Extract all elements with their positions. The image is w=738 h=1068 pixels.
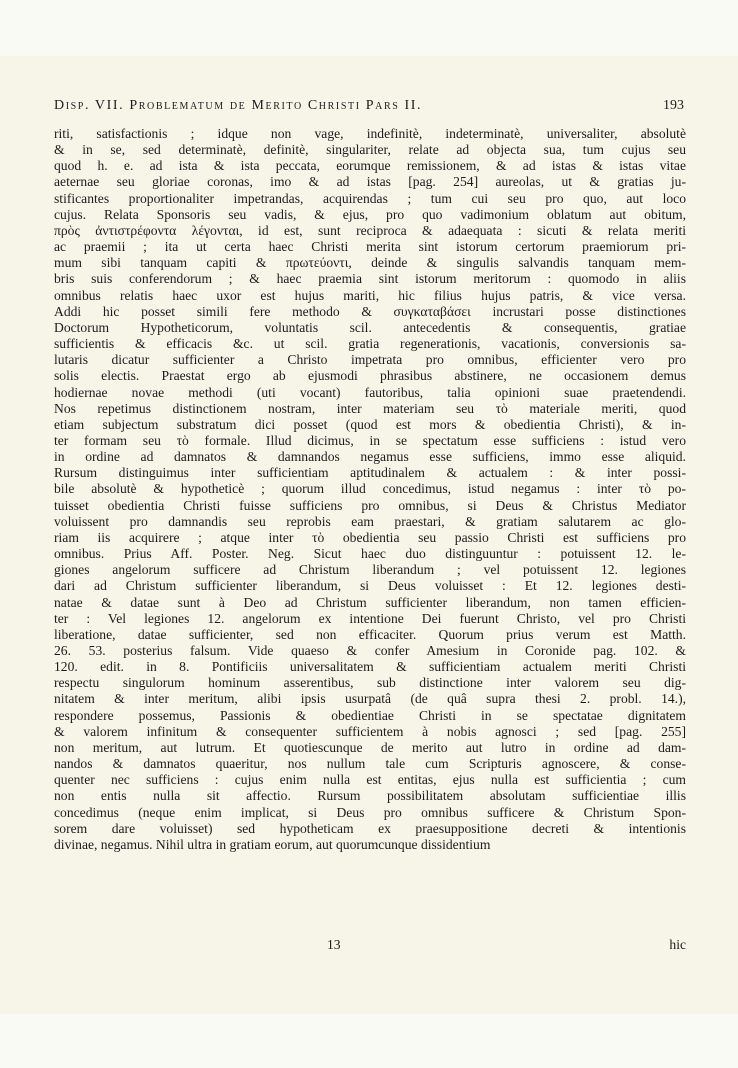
catchword: hic	[669, 937, 686, 952]
text-line: nandos & damnatos quaeritur, nos nullum tale cum Scripturis agnoscere, & conse-	[54, 756, 686, 772]
text-line: voluissent pro damnandis seu reprobis eam praestari, & gratiam salutarem ac glo-	[54, 513, 686, 529]
signature-mark: 13	[327, 937, 341, 952]
text-line: & valorem infinitum & consequenter sufficientem à nobis agnosci ; sed [pag. 255]	[54, 723, 686, 739]
text-line: concedimus (neque enim implicat, si Deus pro omnibus sufficere & Christum Spon-	[54, 804, 686, 820]
text-line: non meritum, aut lutrum. Et quotiescunque de merito aut lutro in ordine ad dam-	[54, 739, 686, 755]
text-line: etiam subjectum substratum dici posset (quod est mors & obedientia Christi), & in-	[54, 416, 686, 432]
text-line: riam iis acquirere ; atque inter τὸ obedientia seu passio Christi est sufficiens pro	[54, 529, 686, 545]
text-line: ter : Vel legiones 12. angelorum ex intentione Dei fuerunt Christo, vel pro Christi	[54, 610, 686, 626]
text-line: in ordine ad damnatos & damnandos negamus esse sufficiens, immo esse aliquid.	[54, 449, 686, 465]
text-line: & in se, sed determinatè, definitè, singulariter, relate ad objecta sua, tum cujus seu	[54, 142, 686, 158]
text-line: sufficientis & efficacis &c. ut scil. gratia regenerationis, vacationis, conversionis sa-	[54, 336, 686, 352]
page-number: 193	[663, 98, 684, 113]
text-line: Doctorum Hypotheticorum, voluntatis scil. antecedentis & consequentis, gratiae	[54, 319, 686, 335]
text-line: Rursum distinguimus inter sufficientiam aptitudinalem & actualem : & inter possi-	[54, 465, 686, 481]
text-line: bris suis conferendorum ; & haec praemia sint istorum meritorum : quomodo in aliis	[54, 271, 686, 287]
text-line: tuisset obedientia Christi fuisse sufficiens pro omnibus, si Deus & Christus Mediator	[54, 497, 686, 513]
text-line: giones angelorum sufficere ad Christum liberandum ; vel potuissent 12. legiones	[54, 562, 686, 578]
text-line: πρὸς ἀντιστρέφοντα λέγονται, id est, sunt reciproca & adaequata : sicuti & relata meriti	[54, 222, 686, 238]
body-text	[54, 126, 686, 853]
text-line: quod h. e. ad ista & ista peccata, eorumque remissionem, & ad istas & istas vitae	[54, 158, 686, 174]
text-line: ter formam seu τὸ formale. Illud dicimus, in se spectatum esse sufficiens : istud vero	[54, 432, 686, 448]
text-line: respectu singulorum hominum asserentibus, sub distinctione inter valorem seu dig-	[54, 675, 686, 691]
text-line: omnibus relatis haec uxor est hujus mariti, hic filius hujus patris, & vice versa.	[54, 287, 686, 303]
text-line: mum sibi tanquam capiti & πρωτεύοντι, deinde & singulis salvandis tanquam mem-	[54, 255, 686, 271]
text-line: stificantes proportionaliter impetrandas, acquirendas ; tum cui seu pro quo, aut loco	[54, 190, 686, 206]
text-line: 26. 53. posterius falsum. Vide quaeso & confer Amesium in Coronide pag. 102. &	[54, 643, 686, 658]
text-line: dari ad Christum sufficienter liberandum, si Deus voluisset : Et 12. legiones desti-	[54, 578, 686, 594]
text-line: Addi hic posset simili fere methodo & συγκαταβάσει incrustari posse distinctiones	[54, 303, 686, 319]
text-line: aeternae seu gloriae coronas, imo & ad istas [pag. 254] aureolas, ut & gratias ju-	[54, 174, 686, 190]
text-line: bile absolutè & hypotheticè ; quorum illud concedimus, istud negamus : inter τὸ po-	[54, 481, 686, 497]
text-line: omnibus. Prius Aff. Poster. Neg. Sicut haec duo distinguuntur : potuissent 12. le-	[54, 546, 686, 562]
text-line: quenter nec sufficiens : cujus enim nulla est entitas, ejus nulla est sufficientia ; cum	[54, 772, 686, 788]
text-line: riti, satisfactionis ; idque non vage, indefinitè, indeterminatè, universaliter, absolutè	[54, 126, 686, 141]
text-line: divinae, negamus. Nihil ultra in gratiam eorum, aut quorumcunque dissidentium	[54, 836, 491, 852]
text-line: nitatem & inter meritum, alibi ipsis usurpatâ (de quâ supra thesi 2. probl. 14.),	[54, 691, 686, 707]
text-line: hodiernae novae methodi (uti vocant) fautoribus, talia opinioni suae praetendendi.	[54, 384, 686, 400]
header-title: Disp. VII. Problematum de Merito Christi Pars II.	[54, 98, 423, 113]
text-line: non entis nulla sit affectio. Rursum possibilitatem absolutam sufficientiae illis	[54, 788, 686, 804]
text-line: sorem dare voluisset) sed hypotheticam ex praesuppositione decreti & intentionis	[54, 820, 686, 836]
text-line: lutaris dicatur sufficienter a Christo impetrata pro omnibus, efficienter vero pro	[54, 352, 686, 368]
text-line: natae & datae sunt à Deo ad Christum sufficienter liberandum, non tamen efficien-	[54, 594, 686, 610]
text-line: ac praemii ; ita ut certa haec Christi merita sint istorum certorum praemiorum pri-	[54, 239, 686, 255]
text-line: liberatione, datae sufficienter, sed non efficaciter. Quorum prius verum est Matth.	[54, 626, 686, 642]
running-header	[54, 98, 684, 120]
text-line: cujus. Relata Sponsoris seu vadis, & ejus, pro quo vadimonium oblatum aut obitum,	[54, 206, 686, 222]
page-footer	[54, 937, 686, 955]
text-line: Nos repetimus distinctionem nostram, inter materiam seu τὸ materiale meriti, quod	[54, 400, 686, 416]
text-line: solis electis. Praestat ergo ab ejusmodi phrasibus abstinere, ne occasionem demus	[54, 368, 686, 384]
text-line: 120. edit. in 8. Pontificiis universalitatem & sufficientiam actualem meriti Christi	[54, 659, 686, 675]
text-line: respondere possemus, Passionis & obedientiae Christi in se spectatae dignitatem	[54, 707, 686, 723]
